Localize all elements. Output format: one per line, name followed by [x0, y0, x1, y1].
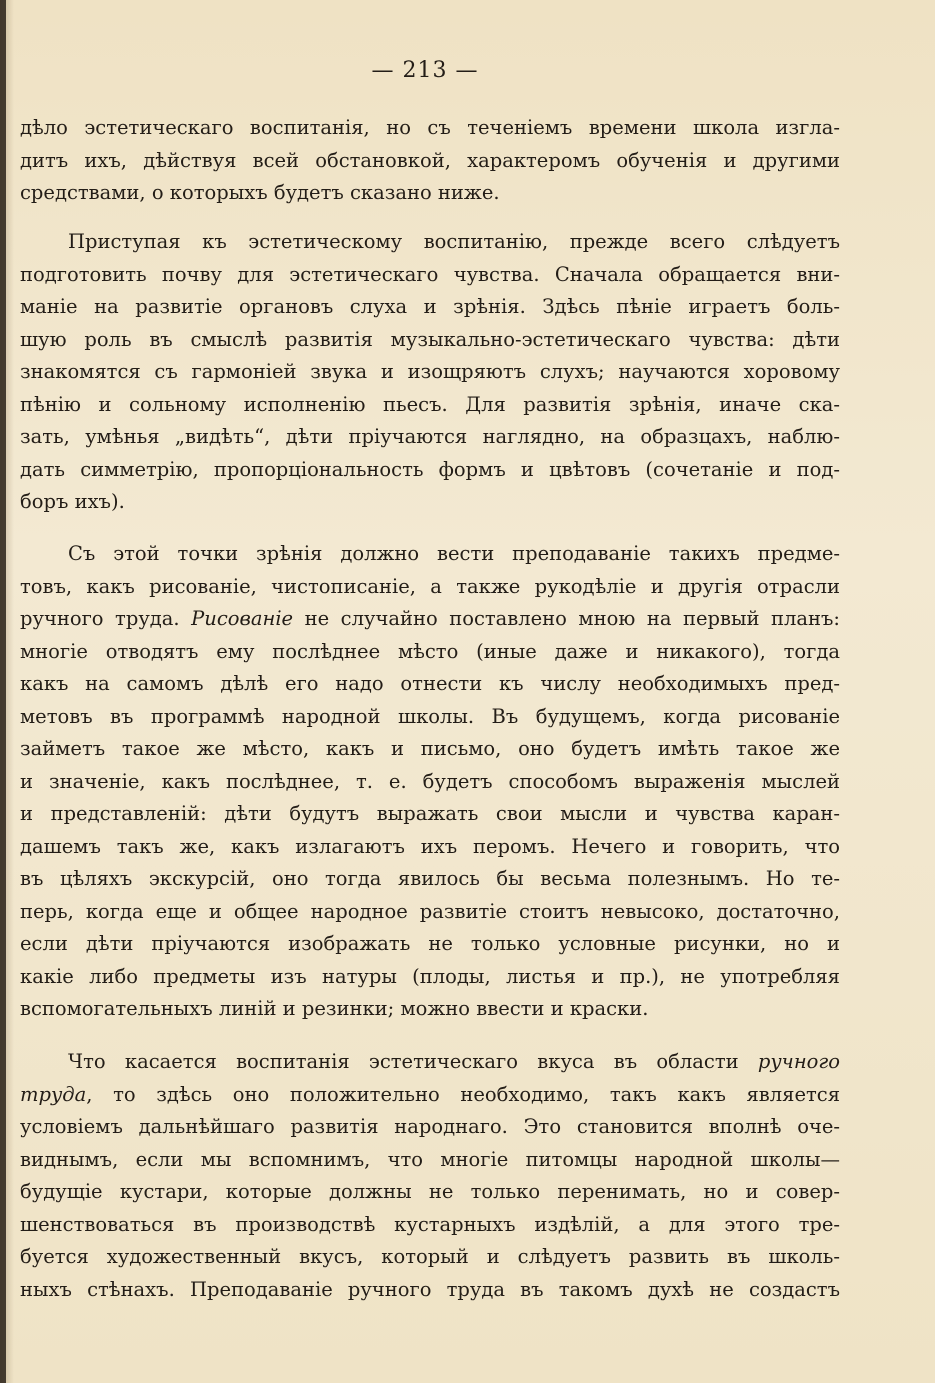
paragraph-2 — [20, 226, 840, 519]
text-line: пѣнію и сольному исполненію пьесъ. Для развитія зрѣнія, иначе ска- — [20, 392, 840, 416]
text-line: дашемъ такъ же, какъ излагаютъ ихъ перомъ. Нечего и говорить, что — [20, 834, 840, 858]
text-line: буется художественный вкусъ, который и слѣдуетъ развить въ школь- — [20, 1245, 840, 1268]
text-line: метовъ въ программѣ народной школы. Въ будущемъ, когда рисованіе — [20, 704, 840, 728]
text-line: вспомогательныхъ линій и резинки; можно ввести и краски. — [20, 997, 649, 1020]
text-line: подготовить почву для эстетическаго чувства. Сначала обращается вни- — [20, 262, 840, 286]
binding-edge — [0, 0, 6, 1383]
text-line: ныхъ стѣнахъ. Преподаваніе ручного труда въ такомъ духѣ не создастъ — [20, 1277, 840, 1301]
text-line-mixed — [20, 1079, 840, 1112]
text-line: въ цѣляхъ экскурсій, оно тогда явилось бы весьма полезнымъ. Но те- — [20, 867, 840, 890]
text-fragment: Что касается воспитанія эстетическаго вкуса въ области — [68, 1050, 739, 1073]
text-line-mixed — [20, 603, 840, 636]
text-line: зать, умѣнья „видѣть“, дѣти пріучаются наглядно, на образцахъ, наблю- — [20, 425, 840, 448]
text-line: займетъ такое же мѣсто, какъ и письмо, оно будетъ имѣть такое же — [20, 737, 840, 760]
text-line: шенствоваться въ производствѣ кустарныхъ издѣлій, а для этого тре- — [20, 1212, 840, 1236]
text-line-mixed — [20, 1046, 840, 1079]
text-line: дѣло эстетическаго воспитанія, но съ теченіемъ времени школа изгла- — [20, 116, 840, 139]
text-line: дитъ ихъ, дѣйствуя всей обстановкой, характеромъ обученія и другими — [20, 148, 840, 172]
text-line: средствами, о которыхъ будетъ сказано ниже. — [20, 181, 500, 204]
text-line: шую роль въ смыслѣ развитія музыкально-эстетическаго чувства: дѣти — [20, 327, 840, 351]
text-line: товъ, какъ рисованіе, чистописаніе, а также рукодѣліе и другія отрасли — [20, 574, 840, 598]
text-line: перь, когда еще и общее народное развитіе стоитъ невысоко, достаточно, — [20, 899, 840, 923]
paragraph-1 — [20, 112, 840, 210]
page-number: — 213 — — [371, 58, 479, 83]
text-line: многіе отводятъ ему послѣднее мѣсто (иные даже и никакого), тогда — [20, 639, 840, 663]
text-line: и представленій: дѣти будутъ выражать свои мысли и чувства каран- — [20, 802, 840, 825]
text-line: условіемъ дальнѣйшаго развитія народнаго. Это становится вполнѣ оче- — [20, 1115, 840, 1138]
text-line: и значеніе, какъ послѣднее, т. е. будетъ способомъ выраженія мыслей — [20, 769, 840, 793]
paragraph-4 — [20, 1046, 840, 1306]
text-fragment: ручного труда. — [20, 607, 180, 630]
text-line: Съ этой точки зрѣнія должно вести преподаваніе такихъ предме- — [68, 542, 840, 565]
italic-term-manual: ручного — [757, 1050, 840, 1073]
text-fragment: не случайно поставлено мною на первый планъ: — [293, 607, 840, 630]
paragraph-3 — [20, 538, 840, 1026]
text-line: маніе на развитіе органовъ слуха и зрѣнія. Здѣсь пѣніе играетъ боль- — [20, 295, 840, 318]
text-line: если дѣти пріучаются изображать не только условные рисунки, но и — [20, 932, 840, 955]
text-line: боръ ихъ). — [20, 490, 125, 513]
text-line: дать симметрію, пропорціональность формъ и цвѣтовъ (сочетаніе и под- — [20, 457, 840, 481]
text-line: знакомятся съ гармоніей звука и изощряютъ слухъ; научаются хоровому — [20, 360, 840, 383]
text-line: будущіе кустари, которые должны не только перенимать, но и совер- — [20, 1180, 840, 1203]
italic-term-labour: труда — [20, 1082, 87, 1106]
italic-term-drawing: Рисованіе — [191, 607, 294, 630]
text-line: какіе либо предметы изъ натуры (плоды, листья и пр.), не употребляя — [20, 964, 840, 988]
text-line: какъ на самомъ дѣлѣ его надо отнести къ числу необходимыхъ пред- — [20, 672, 840, 695]
text-line: виднымъ, если мы вспомнимъ, что многіе питомцы народной школы— — [20, 1147, 840, 1171]
text-line: Приступая къ эстетическому воспитанію, прежде всего слѣдуетъ — [68, 230, 840, 253]
text-fragment: , то здѣсь оно положительно необходимо, такъ какъ является — [86, 1082, 840, 1106]
